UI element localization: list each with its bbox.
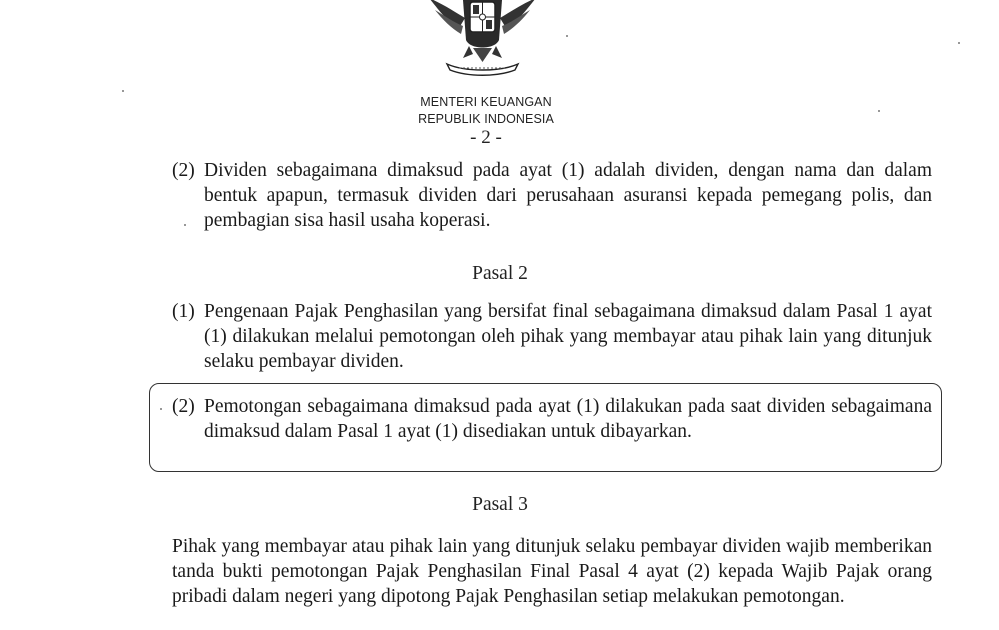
pasal-2-heading: Pasal 2 (472, 263, 528, 284)
scan-speck (160, 408, 162, 410)
republic-name: REPUBLIK INDONESIA (418, 112, 554, 126)
ayat-text: Pengenaan Pajak Penghasilan yang bersifat final sebagaimana dimaksud dalam Pasal 1 ayat (1) dilakukan melalui pemotongan oleh pihak yang membayar atau pihak lain yang ditunjuk selaku pembayar dividen. (204, 301, 932, 372)
pasal-3-text: Pihak yang membayar atau pihak lain yang ditunjuk selaku pembayar dividen wajib memberikan tanda bukti pemotongan Pajak Penghasilan Final Pasal 4 ayat (2) kepada Wajib Pajak orang pribadi dalam negeri yang dipotong Pajak Penghasilan setiap melakukan pemotongan. (172, 536, 932, 607)
pasal-1-ayat-2 (172, 158, 932, 233)
garuda-emblem-icon (425, 0, 540, 80)
ayat-number: (2) (172, 160, 195, 181)
scan-speck (566, 35, 568, 37)
ayat-number: (1) (172, 301, 195, 322)
pasal-2-ayat-1 (172, 299, 932, 374)
scan-speck (958, 42, 960, 44)
scan-speck (184, 224, 186, 226)
ayat-text: Pemotongan sebagaimana dimaksud pada ayat (1) dilakukan pada saat dividen sebagaimana dimaksud dalam Pasal 1 ayat (1) disediakan untuk dibayarkan. (204, 396, 932, 442)
ayat-number: (2) (172, 396, 195, 417)
pasal-3-heading: Pasal 3 (472, 494, 528, 515)
page-number: - 2 - (470, 127, 502, 148)
pasal-2-ayat-2 (172, 394, 932, 444)
ayat-text: Dividen sebagaimana dimaksud pada ayat (1) adalah dividen, dengan nama dan dalam bentuk apapun, termasuk dividen dari perusahaan asuransi kepada pemegang polis, dan pembagian sisa hasil usaha koperasi. (204, 160, 932, 231)
scan-speck (122, 90, 124, 92)
ministry-name: MENTERI KEUANGAN (420, 95, 552, 109)
scan-speck (878, 110, 880, 112)
